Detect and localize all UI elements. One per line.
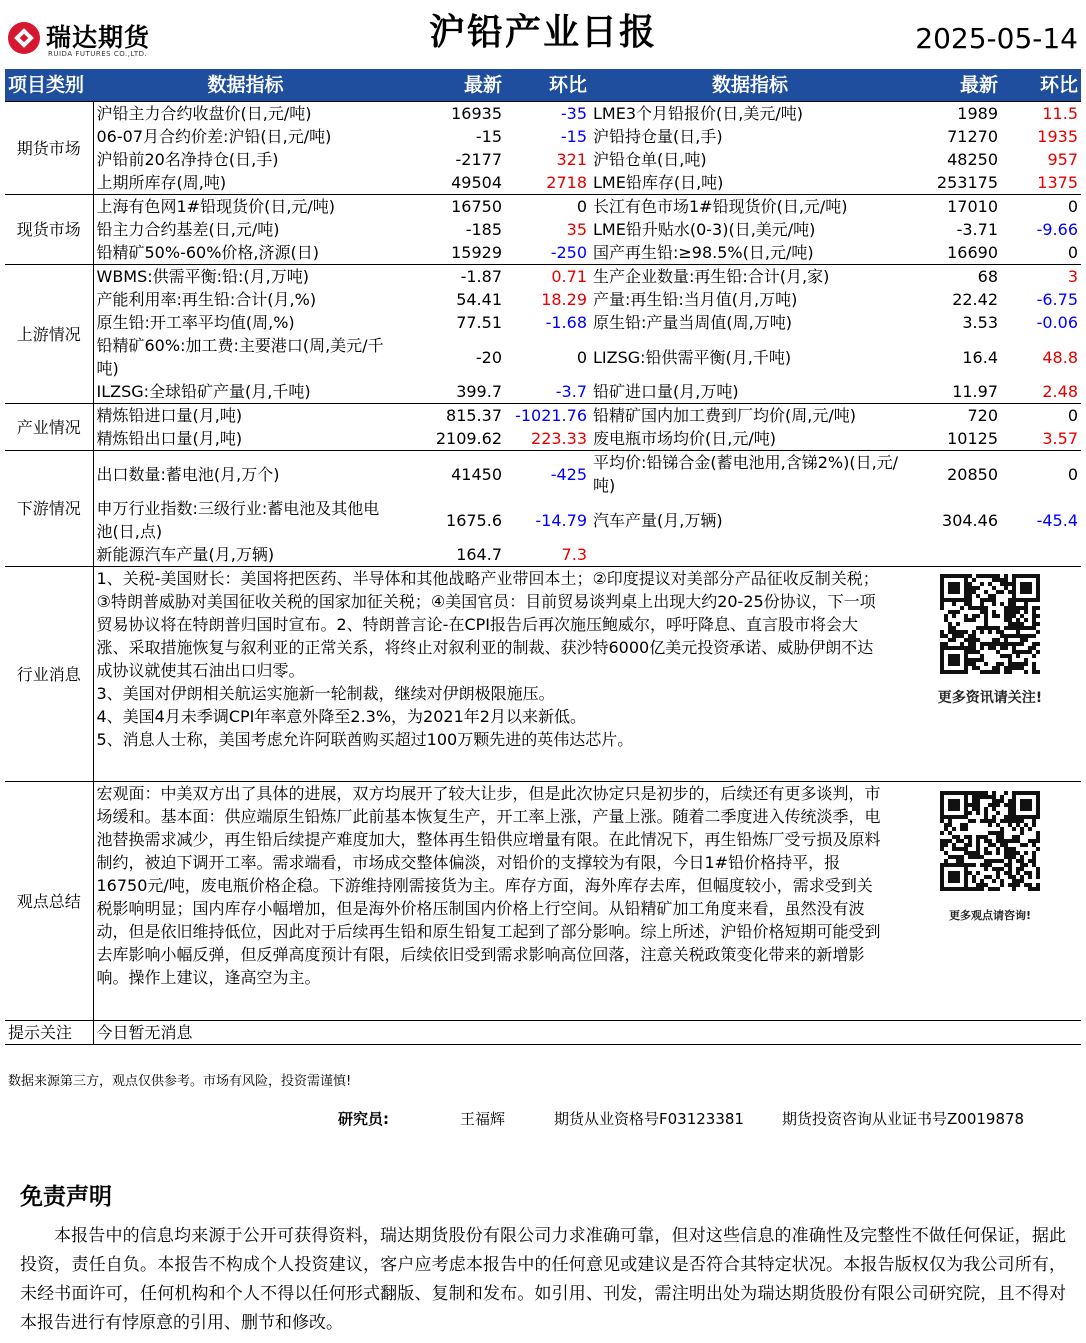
change-value: 0 — [1001, 451, 1081, 498]
change-value: 7.3 — [561, 545, 587, 564]
change-value: -1.68 — [545, 313, 587, 332]
change-value: -0.06 — [1036, 313, 1078, 332]
table-row — [5, 125, 1081, 148]
indicator-name: 沪铅持仓量(日,手) — [593, 127, 723, 146]
category-label: 行业消息 — [5, 567, 93, 782]
change-value: -425 — [505, 451, 590, 498]
change-value: -14.79 — [535, 510, 587, 530]
indicator-name: 新能源汽车产量(月,万辆) — [96, 545, 275, 564]
latest-value: 71270 — [947, 127, 998, 146]
latest-value: 164.7 — [456, 545, 502, 564]
indicator-name: 国产再生铅:≥98.5%(日,元/吨) — [593, 243, 814, 262]
indicator-name: 平均价:铅锑合金(蓄电池用,含锑2%)(日,元/吨) — [590, 451, 910, 498]
latest-value: 41450 — [398, 451, 505, 498]
table-row — [5, 171, 1081, 195]
disclaimer-text: 本报告中的信息均来源于公开可获得资料，瑞达期货股份有限公司力求准确可靠，但对这些信息的准确性及完整性不做任何保证，据此投资，责任自负。本报告不构成个人投资建议，客户应考虑本报告中的任何意见或建议是否符合其特定状况。本报告版权仅为我公司所有，未经书面许可，任何机构和个人不得以任何形式翻版、复制和发布。如引用、刊发，需注明出处为瑞达期货股份有限公司研究院，且不得对本报告进行有悖原意的引用、删节和修改。 — [20, 1226, 1066, 1333]
table-row — [5, 311, 1081, 334]
change-value: 0.71 — [505, 265, 590, 289]
change-value: -9.66 — [1036, 220, 1078, 239]
qr-caption: 更多资讯请关注! — [937, 690, 1043, 706]
indicator-name: 铅主力合约基差(日,元/吨) — [96, 220, 280, 239]
category-label: 现货市场 — [5, 195, 93, 265]
latest-value: 68 — [910, 265, 1001, 289]
latest-value: 22.42 — [952, 290, 998, 309]
latest-value: 15929 — [451, 243, 502, 262]
latest-value: 720 — [910, 404, 1001, 428]
indicator-name: 产能利用率:再生铅:合计(月,%) — [96, 290, 317, 309]
notice-text: 今日暂无消息 — [93, 1021, 1081, 1045]
change-value: -35 — [505, 102, 590, 126]
table-row — [5, 497, 1081, 543]
indicator-name: 铅精矿60%:加工费:主要港口(周,美元/千吨) — [96, 336, 384, 378]
latest-value: 77.51 — [456, 313, 502, 332]
change-value: -6.75 — [1036, 290, 1078, 309]
latest-value: 16.4 — [962, 347, 998, 367]
indicator-name: 沪铅主力合约收盘价(日,元/吨) — [93, 102, 398, 126]
data-table — [5, 69, 1081, 1045]
news-item: 4、美国4月未季调CPI年率意外降至2.3%，为2021年2月以来新低。 — [96, 707, 586, 726]
change-value: 2.48 — [1042, 382, 1078, 401]
change-value: 35 — [566, 220, 587, 239]
qr-code-icon — [915, 571, 1065, 683]
news-row — [5, 567, 1081, 782]
category-label: 下游情况 — [5, 451, 93, 567]
table-row — [5, 380, 1081, 404]
change-value: 48.8 — [1042, 347, 1078, 367]
indicator-name: LME铅库存(日,吨) — [593, 173, 724, 192]
indicator-name: 铅矿进口量(月,万吨) — [593, 382, 739, 401]
change-value: -45.4 — [1036, 510, 1078, 530]
summary-text: 宏观面：中美双方出了具体的进展，双方均展开了较大让步，但是此次协定只是初步的，后续还有更多谈判，市场缓和。基本面：供应端原生铅炼厂此前基本恢复生产，开工率上涨，产量上涨。随着二季度进入传统淡季，电池替换需求减少，再生铅后续提产难度加大，整体再生铅供应增量有限。在此情况下，再生铅炼厂受亏损及原料制约，被迫下调开工率。需求端看，市场成交整体偏淡，对铅价的支撑较为有限，今日1#铅价格持平，报16750元/吨，废电瓶价格企稳。下游维持刚需接货为主。库存方面，海外库存去库，但幅度较小，需求受到关税影响明显；国内库存小幅增加，但是海外价格压制国内价格上行空间。从铅精矿加工角度来看，虽然没有波动，但是依旧维持低位，因此对于后续再生铅和原生铅复工起到了部分影响。综上所述，沪铅价格短期可能受到去库影响小幅反弹，但反弹高度预计有限，后续依旧受到需求影响高位回落，注意关税政策变化带来的新增影响。操作上建议，逢高空为主。 — [96, 784, 881, 987]
change-value: -250 — [550, 243, 587, 262]
header-change-right: 环比 — [1001, 69, 1081, 102]
qr-code-icon — [915, 788, 1065, 900]
table-row — [5, 427, 1081, 451]
latest-value: 16935 — [398, 102, 505, 126]
change-value: -15 — [560, 127, 587, 146]
indicator-name: 长江有色市场1#铅现货价(日,元/吨) — [590, 195, 910, 219]
change-value: 11.5 — [1001, 102, 1081, 126]
table-row — [5, 265, 1081, 289]
latest-value: 16690 — [947, 243, 998, 262]
change-value: 0 — [1001, 195, 1081, 219]
latest-value: -20 — [475, 347, 502, 367]
latest-value: 20850 — [910, 451, 1001, 498]
header-indicator-left: 数据指标 — [93, 69, 398, 102]
header-category: 项目类别 — [5, 69, 93, 102]
latest-value: 815.37 — [398, 404, 505, 428]
table-row — [5, 195, 1081, 219]
change-value: -1021.76 — [505, 404, 590, 428]
change-value: 957 — [1047, 150, 1078, 169]
latest-value: -15 — [475, 127, 502, 146]
indicator-name: 申万行业指数:三级行业:蓄电池及其他电池(日,点) — [96, 499, 380, 541]
latest-value: -1.87 — [398, 265, 505, 289]
table-row — [5, 218, 1081, 241]
header-change-left: 环比 — [505, 69, 590, 102]
indicator-name: 出口数量:蓄电池(月,万个) — [93, 451, 398, 498]
change-value: 3.57 — [1042, 429, 1078, 448]
latest-value: 1989 — [910, 102, 1001, 126]
change-value: 1375 — [1037, 173, 1078, 192]
disclaimer-title: 免责声明 — [20, 1184, 112, 1210]
change-value: 0 — [505, 195, 590, 219]
latest-value: 304.46 — [942, 510, 998, 530]
latest-value: 48250 — [947, 150, 998, 169]
indicator-name: LME3个月铅报价(日,美元/吨) — [590, 102, 910, 126]
indicator-name: 上海有色网1#铅现货价(日,元/吨) — [93, 195, 398, 219]
table-row — [5, 451, 1081, 498]
latest-value: 49504 — [451, 173, 502, 192]
latest-value: 54.41 — [456, 290, 502, 309]
indicator-name: 06-07月合约价差:沪铅(日,元/吨) — [96, 127, 332, 146]
indicator-name: 沪铅仓单(日,吨) — [593, 150, 707, 169]
indicator-name: 铅精矿50%-60%价格,济源(日) — [96, 243, 319, 262]
summary-row — [5, 782, 1081, 1021]
logo-subtext: RUIDA FUTURES CO.,LTD. — [48, 50, 148, 58]
qr-summary — [915, 788, 1065, 927]
table-row — [5, 102, 1081, 126]
table-row — [5, 148, 1081, 171]
indicator-name: 原生铅:产量当周值(周,万吨) — [593, 313, 792, 332]
qr-news — [915, 571, 1065, 710]
change-value — [1001, 543, 1081, 567]
latest-value: 253175 — [936, 173, 998, 192]
indicator-name: LIZSG:铅供需平衡(月,千吨) — [593, 347, 792, 367]
latest-value — [910, 543, 1001, 567]
change-value: -3.7 — [555, 382, 587, 401]
researcher-license: 期货从业资格号F03123381 — [554, 1110, 744, 1128]
latest-value: 399.7 — [456, 382, 502, 401]
change-value: 321 — [556, 150, 587, 169]
change-value: 0 — [1001, 404, 1081, 428]
report-date: 2025-05-14 — [915, 22, 1078, 55]
indicator-name: 精炼铅出口量(月,吨) — [96, 429, 243, 448]
news-item: 3、美国对伊朗相关航运实施新一轮制裁，继续对伊朗极限施压。 — [96, 684, 555, 703]
header-latest-right: 最新 — [910, 69, 1001, 102]
change-value: 1935 — [1037, 127, 1078, 146]
indicator-name: 汽车产量(月,万辆) — [593, 510, 723, 530]
latest-value: -3.71 — [956, 220, 998, 239]
latest-value: 11.97 — [952, 382, 998, 401]
indicator-name: 原生铅:开工率平均值(周,%) — [96, 313, 295, 332]
indicator-name: LME铅升贴水(0-3)(日,美元/吨) — [593, 220, 816, 239]
latest-value: 17010 — [910, 195, 1001, 219]
summary-block — [93, 782, 1081, 1021]
indicator-name: 上期所库存(周,吨) — [96, 173, 227, 192]
indicator-name: 生产企业数量:再生铅:合计(月,家) — [590, 265, 910, 289]
report-title: 沪铅产业日报 — [428, 12, 657, 53]
latest-value: 3.53 — [962, 313, 998, 332]
indicator-name: WBMS:供需平衡:铅:(月,万吨) — [93, 265, 398, 289]
category-label: 期货市场 — [5, 102, 93, 195]
header-latest-left: 最新 — [398, 69, 505, 102]
change-value: 223.33 — [531, 429, 587, 448]
indicator-name: 废电瓶市场均价(日,元/吨) — [593, 429, 776, 448]
table-row — [5, 543, 1081, 567]
change-value: 18.29 — [541, 290, 587, 309]
indicator-name: 精炼铅进口量(月,吨) — [93, 404, 398, 428]
news-item: 5、消息人士称，美国考虑允许阿联酋购买超过100万颗先进的英伟达芯片。 — [96, 730, 634, 749]
table-row — [5, 288, 1081, 311]
table-header-row — [5, 69, 1081, 102]
latest-value: 16750 — [398, 195, 505, 219]
latest-value: 2109.62 — [435, 429, 502, 448]
table-row — [5, 334, 1081, 380]
qr-caption: 更多观点请咨询! — [948, 909, 1032, 922]
indicator-name: 产量:再生铅:当月值(月,万吨) — [593, 290, 798, 309]
change-value: 0 — [576, 347, 587, 367]
report-header — [0, 0, 1086, 68]
footnote: 数据来源第三方，观点仅供参考。市场有风险，投资需谨慎! — [8, 1074, 352, 1089]
category-label: 观点总结 — [5, 782, 93, 1021]
notice-row — [5, 1021, 1081, 1045]
table-row — [5, 404, 1081, 428]
researcher-name: 王福辉 — [460, 1110, 506, 1128]
change-value: 3 — [1001, 265, 1081, 289]
table-row — [5, 241, 1081, 265]
category-label: 产业情况 — [5, 404, 93, 451]
industry-news — [93, 567, 1081, 782]
change-value: 0 — [1067, 243, 1078, 262]
category-label: 上游情况 — [5, 265, 93, 404]
latest-value: 10125 — [947, 429, 998, 448]
indicator-name: 沪铅前20名净持仓(日,手) — [96, 150, 279, 169]
latest-value: 1675.6 — [446, 510, 502, 530]
researcher-consult-license: 期货投资咨询从业证书号Z0019878 — [782, 1110, 1025, 1128]
change-value: 2718 — [546, 173, 587, 192]
header-indicator-right: 数据指标 — [590, 69, 910, 102]
logo-text: 瑞达期货 — [46, 23, 151, 52]
indicator-name: 铅精矿国内加工费到厂均价(周,元/吨) — [590, 404, 910, 428]
researcher-label: 研究员: — [338, 1110, 389, 1128]
news-item: 1、关税-美国财长：美国将把医药、半导体和其他战略产业带回本土；②印度提议对美部分产品征收反制关税；③特朗普威胁对美国征收关税的国家加征关税；④美国官员：目前贸易谈判桌上出现大约20-25份协议，下一项贸易协议将在特朗普归国时宣布。2、特朗普言论-在CPI报告后再次施压鲍威尔，呼吁降息、直言股市将会大涨、采取措施恢复与叙利亚的正常关系，将终止对叙利亚的制裁、获沙特6000亿美元投资承诺、威胁伊朗不达成协议就使其石油出口归零。 — [96, 569, 879, 680]
latest-value: -2177 — [455, 150, 502, 169]
indicator-name — [590, 543, 910, 567]
indicator-name: ILZSG:全球铅矿产量(月,千吨) — [96, 382, 311, 401]
category-label: 提示关注 — [5, 1021, 93, 1045]
latest-value: -185 — [465, 220, 502, 239]
